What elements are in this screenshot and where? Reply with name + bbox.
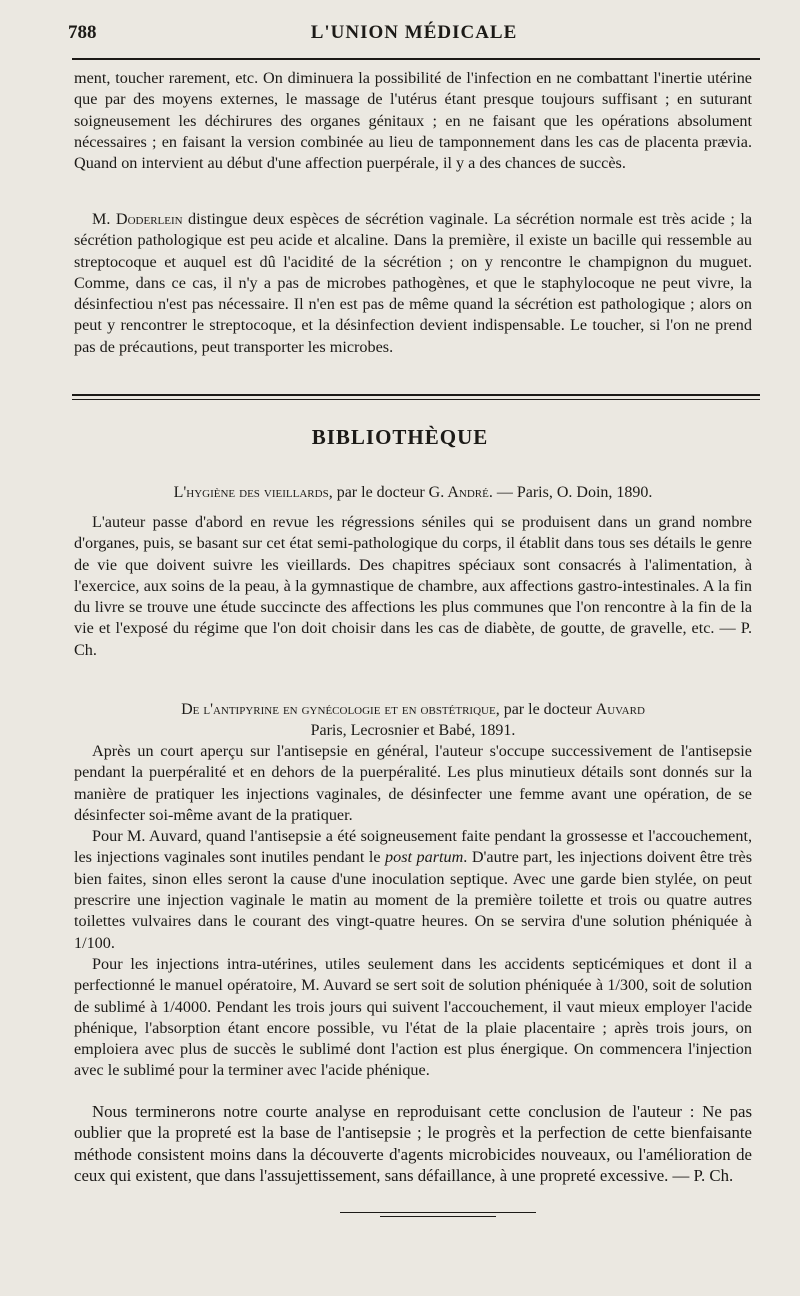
book-1-review-text: L'auteur passe d'abord en revue les régressions séniles qui se produisent dans un grand nombre d'organes, puis, se basant sur cet état semi-pathologique du corps, il établit dans tous ses détails le genre de vie que doivent suivre les vieillards. Des chapitres spéciaux sont consacrés à l'alimentation, à l'exercice, aux soins de la peau, à la gymnastique de chambre, aux affections gastro-intestinales. A la fin du livre se trouve une étude succincte des affections les plus communes que l'on rencontre à la fin de la vie et l'exposé du régime que l'on doit choisir dans les cas de diabète, de goutte, de gravelle, etc. — P. Ch. [74,513,752,659]
section-divider-thin [72,399,760,400]
book-1-review [74,512,752,661]
header-rule [72,58,760,60]
author-name: M. Doderlein [92,210,183,228]
review-2-part-a: Pour M. Auvard, quand l'antisepsie a été soigneusement faite pendant la grossesse et l'accouchement, les injections vaginales sont inutiles pendant le [74,827,752,867]
book-1-author-prefix: , par le docteur [328,484,429,501]
paragraph-1: ment, toucher rarement, etc. On diminuera la possibilité de l'infection en ne combattant l'inertie utérine que par des moyens externes, le massage de l'utérus étant presque toujours suffisant ; en suturant soigneusement les déchirures des organes génitaux ; en ne faisant que les opérations absolument nécessaires ; en faisant la version combinée au lieu de tamponnement dans les cas de placenta prævia. Quand on intervient au début d'une affection puerpérale, il y a des chances de succès. [74,69,752,173]
continued-paragraph [74,68,752,174]
book-2-review-paragraph-4: Nous terminerons notre courte analyse en reproduisant cette conclusion de l'auteur : Ne pas oublier que la propreté est la base de l'antisepsie ; le progrès et la perfection de cette bienfaisante méthode consistent moins dans la découverte d'agents microbicides nouveaux, ou l'amélioration de ceux qui existent, que dans l'assujettissement, sans défaillance, à une propreté excessive. — P. Ch. [74,1102,752,1185]
book-2-conclusion [74,1101,752,1186]
review-2-italic: post partum [385,848,464,867]
paragraph-2-text: distingue deux espèces de sécrétion vaginale. La sécrétion normale est très acide ; la sécrétion pathologique est peu acide et alcaline. Dans la première, il existe un bacille qui ressemble au streptocoque et auquel est dû l'acidité de la sécrétion ; on y rencontre le champignon du muguet. Comme, dans ce cas, il n'y a pas de microbes pathogènes, et que le staphylocoque ne peut vivre, la désinfectiou n'est pas nécessaire. Il n'en est pas de même quand la sécrétion est pathologique ; alors on peut y rencontrer le streptocoque, et la désinfection devient indispensable. Le toucher, si l'on ne prend pas de précautions, peut transporter les microbes. [74,210,752,356]
section-divider [72,394,760,396]
doderlein-paragraph [74,209,752,358]
book-2-author-prefix: , par le docteur [495,701,596,718]
book-2-review-paragraph-1: Après un court aperçu sur l'antisepsie en général, l'auteur s'occupe successivement de l'antisepsie pendant la puerpéralité et en dehors de la puerpéralité. Les plus minutieux détails sont donnés sur la manière de pratiquer les injections vaginales, de désinfecter une femme avant une opération, de se désinfecter soi-même avant de la pratiquer. [74,742,752,824]
section-title: BIBLIOTHÈQUE [311,425,489,449]
book-1-reference [74,484,752,502]
end-rule [340,1212,536,1213]
book-2-title: De l'antipyrine en gynécologie et en obstétrique [181,701,496,718]
book-1-author: G. André [428,484,489,501]
book-2-reference-line-1 [74,699,752,720]
book-2-review-paragraph-3: Pour les injections intra-utérines, utiles seulement dans les accidents septicémiques et dont il a perfectionné le manuel opératoire, M. Auvard se sert soit de solution phéniquée à 1/300, soit de solution de sublimé à 1/4000. Pendant les trois jours qui suivent l'accouchement, il vaut mieux employer l'acide phénique, l'absorption étant encore possible, vu l'état de la plaie placentaire ; après trois jours, on emploiera avec plus de succès le sublimé dont l'action est plus énergique. On commencera l'injection avec le sublimé pour la terminer avec l'acide phénique. [74,954,752,1080]
book-2-reference [74,699,752,741]
book-2-publisher: Paris, Lecrosnier et Babé, 1891. [310,722,516,739]
book-1-title: L'hygiène des vieillards [173,484,329,501]
book-2-author: Auvard [595,701,645,718]
book-2-review-paragraph-2 [74,826,752,954]
book-1-publisher: . — Paris, O. Doin, 1890. [488,484,653,501]
page-number: 788 [68,22,97,43]
page-header [68,18,760,52]
paragraph-2 [74,209,752,358]
end-rule-short [380,1216,496,1217]
running-title: L'UNION MÉDICALE [310,22,518,43]
book-2-review [74,741,752,1082]
review-2-part-b: . D'autre part, les injections doivent être très bien faites, sinon elles seront la cause d'une inoculation septique. Avec une garde bien stylée, on peut prescrire une injection vaginale le matin au moment de la première toilette et trois ou quatre autres toilettes vulvaires dans le courant des vingt-quatre heures. On se servira d'une solution phéniquée à 1/100. [74,848,753,952]
